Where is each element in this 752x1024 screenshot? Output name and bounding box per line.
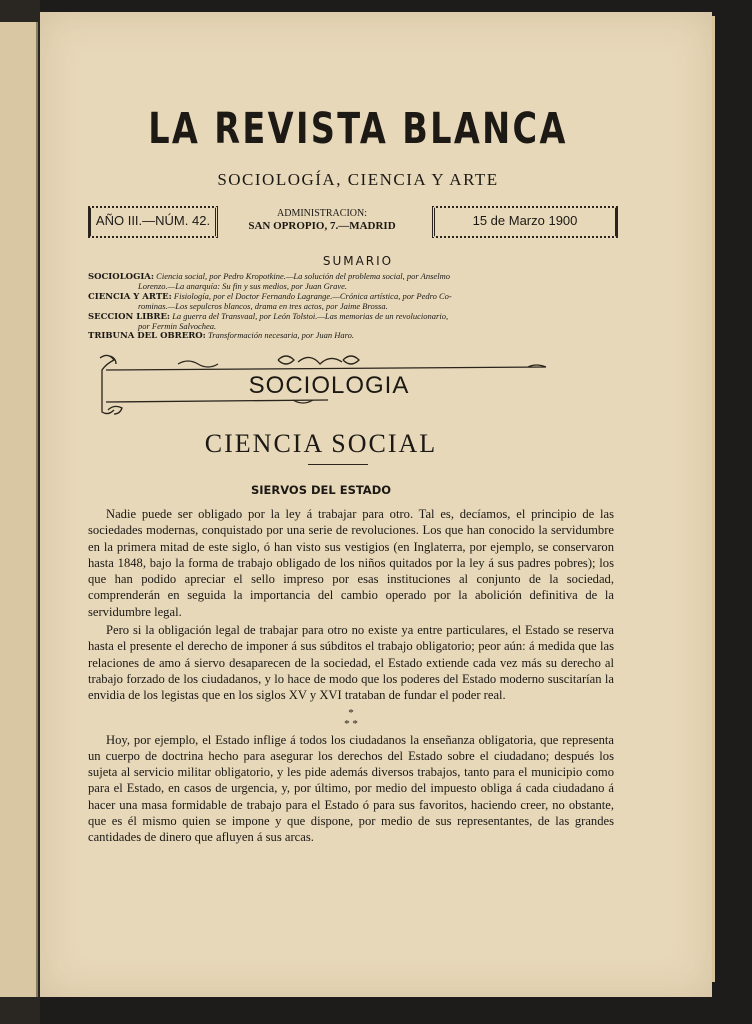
article-paragraph: Pero si la obligación legal de trabajar para otro no existe ya entre particulares, el Estado se reserva hasta el presente el derecho de imponer á sus súbditos el trabajo obligatorio; peor aún: á medida que las relaciones de amo á siervo desaparecen de la sociedad, el Estado extiende cada vez más su derecho al trabajo forzado de los ciudadanos, y lo hace de modo que los poderes del Estado moderno suscitarían la envidia de los legistas que en los siglos XV y XVI trataban de fundar el poder real. bbox=[88, 623, 614, 703]
masthead-title: LA REVISTA BLANCA bbox=[148, 104, 568, 154]
sumario-line: rominas.—Los sepulcros blancos, drama en tres actos, por Jaime Brossa. bbox=[138, 301, 388, 312]
sumario-title: SUMARIO bbox=[322, 254, 394, 268]
facing-page-sheet bbox=[0, 22, 38, 997]
issue-date: 15 de Marzo 1900 bbox=[472, 213, 578, 228]
facing-page bbox=[0, 0, 40, 1024]
masthead-subtitle: SOCIOLOGÍA, CIENCIA Y ARTE bbox=[217, 170, 499, 189]
sumario-line: TRIBUNA DEL OBRERO: Transformación necesaria, por Juan Haro. bbox=[88, 330, 355, 342]
sumario-line: Lorenzo.—La anarquía: Su fin y sus medios, por Juan Grave. bbox=[138, 281, 348, 292]
issue-date-box bbox=[432, 206, 618, 238]
issue-number: AÑO III.—NÚM. 42. bbox=[95, 213, 211, 228]
sumario-list bbox=[88, 272, 614, 342]
article-subtitle: SIERVOS DEL ESTADO bbox=[250, 483, 392, 497]
magazine-page bbox=[40, 12, 712, 997]
issue-number-box bbox=[88, 206, 218, 238]
asterism-separator: * * * bbox=[344, 706, 358, 730]
sumario-line: CIENCIA Y ARTE: Fisiología, por el Doctor Fernando Lagrange.—Crónica artística, por Pedro Co- bbox=[88, 290, 452, 302]
sumario-line: por Fermin Salvochea. bbox=[138, 321, 217, 332]
administration-block bbox=[212, 208, 432, 232]
article-paragraph: Nadie puede ser obligado por la ley á trabajar para otro. Tal es, decíamos, el principio de las sociedades modernas, conquistado por una serie de revoluciones. Los que han conocido la servidumbre en la primera mitad de este siglo, ó han visto sus vestigios (en Inglaterra, por ejemplo, se conservaron hasta 1848, bajo la forma de trabajo obligado de los niños quitados por la ley á sus padres pobres); los que han podido apreciar el sello impreso por esas instituciones al conjunto de la sociedad, comprenderán en seguida la importancia del cambio operado por la abolición definitiva de la servidumbre legal. bbox=[88, 507, 614, 619]
title-rule bbox=[308, 464, 368, 465]
article-body bbox=[88, 506, 614, 848]
issue-info-bar bbox=[88, 206, 614, 236]
sumario-line: SECCION LIBRE: La guerra del Transvaal, por León Tolstoi.—Las memorias de un revolucionario, bbox=[88, 310, 449, 322]
sumario-line: SOCIOLOGIA: Ciencia social, por Pedro Kropotkine.—La solución del problema social, por Anselmo bbox=[88, 271, 450, 282]
article-paragraph: Hoy, por ejemplo, el Estado inflige á todos los ciudadanos la enseñanza obligatoria, que representa un cuerpo de doctrina hecho para asegurar los derechos del Estado sobre el ciudadano; después los sujeta al servicio militar obligatorio, y les pide además diversos trabajos, tanto para el municipio como para el Estado, en casos de urgencia, y, por último, por medio del impuesto obliga á cada ciudadano á hacer una masa formidable de trabajo para el Estado ó para sus favoritos, haciendo creer, no obstante, que es él mismo quien se impone y que dispone, por medio de sus representantes, de las grandes cantidades de dinero que afluyen á sus arcas. bbox=[88, 732, 614, 845]
admin-address: SAN OPROPIO, 7.—MADRID bbox=[248, 220, 396, 232]
section-heading: SOCIOLOGIA bbox=[248, 372, 410, 399]
admin-label: ADMINISTRACION: bbox=[277, 208, 367, 219]
article-title: CIENCIA SOCIAL bbox=[204, 429, 438, 458]
